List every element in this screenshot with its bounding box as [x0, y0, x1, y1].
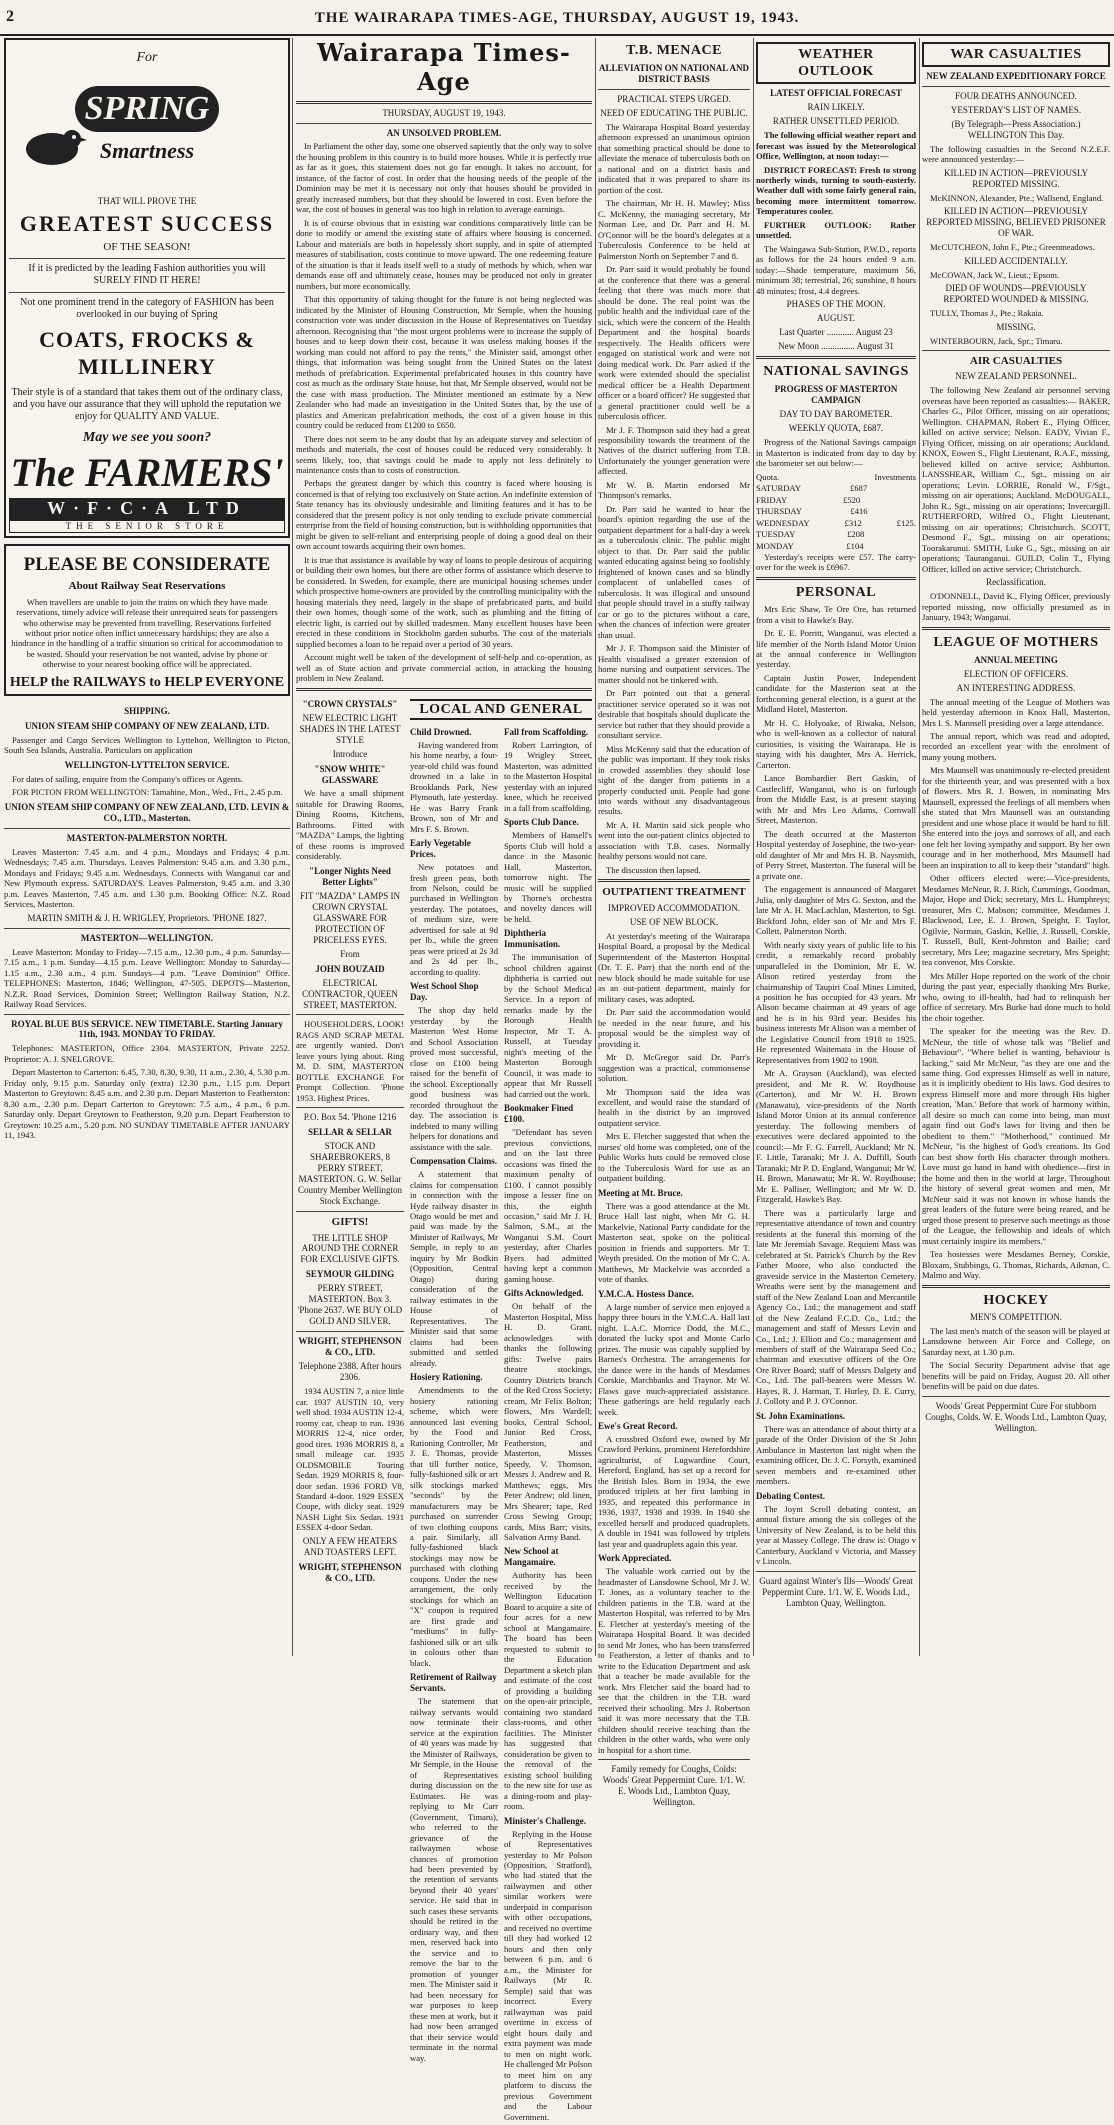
article-paragraph: Mr Thompson said the idea was excellent, and would raise the standard of health in the district by an improved outpatient service.	[598, 1086, 750, 1128]
ns-row	[756, 529, 916, 539]
bouzaid-address: ELECTRICAL CONTRACTOR, QUEEN STREET, MASTERTON.	[302, 977, 398, 1010]
picton-text: FOR PICTON FROM WELLINGTON: Tamahine, Mon., Wed., Fri., 2.45 p.m.	[12, 787, 283, 798]
article-paragraph: Mrs Maunsell was unanimously re-elected president for the thirteenth year, and was presented with a box of flowers. Mrs R. J. Bowen, in nominating Mrs Maunsell, expressed the feelings of all members when she stated that Mrs Maunsell was an outstanding president and one whose place it would be hard to fill. She entered into the joys and sorrows of all, and each one felt her loving sympathy and support. By her own courage and in her motherhood, Mrs Maunsell had been an inspiration to all to keep their "standard" high.	[922, 765, 1110, 870]
bird-icon	[17, 123, 87, 169]
outpatient-sub2: USE OF NEW BLOCK.	[629, 916, 719, 927]
column-rule	[292, 38, 293, 1656]
ns-cell-day: THURSDAY	[756, 506, 803, 517]
item-text: The valuable work carried out by the headmaster of Lansdowne School, Mr J. W. T. Jones, as a voluntary teacher to the children patients in the T.B. ward at the Masterton Hospital, was referred to by Mrs E. Fletcher at yesterday's meeting of the Wairarapa Hospital Board. It was decided to send Mr Jones, who has been transferred to Featherston, a letter of thanks and to write to the Education Department and ask that a teacher be made available for the work. Mrs Fletcher said the board had to see that the children in the T.B. ward received their schooling. Mrs J. Robertson said it was more necessary that the T.B. children should receive teaching than the children in the other wards, who were only in hospital for a short time.	[598, 1566, 750, 1755]
sellar-title: SELLAR & SELLAR	[307, 1127, 393, 1138]
ns-text: Progress of the National Savings campaign in Masterton is indicated from day to day by the barometer set out below:—	[756, 437, 916, 469]
item-heading: Fall from Scaffolding.	[504, 726, 589, 737]
snow-white: "SNOW WHITE" GLASSWARE	[314, 763, 386, 785]
will-prove-text: THAT WILL PROVE THE	[97, 196, 197, 206]
tb-menace-title: T.B. MENACE	[626, 43, 722, 58]
editorial-date: THURSDAY, AUGUST 19, 1943.	[382, 107, 506, 118]
for-text: For	[136, 50, 158, 65]
ns-col-investments: Investments	[874, 471, 916, 482]
crown-text: We have a small shipment suitable for Drawing Rooms, Dining Rooms, Kitchens, Bathrooms. Fitted with "MAZDA" Lamps, the lighting of these rooms is improved considerably.	[296, 788, 404, 862]
railway-ad-footer: HELP the RAILWAYS to HELP EVERYONE	[9, 674, 285, 690]
lyttelton-service: WELLINGTON-LYTTELTON SERVICE.	[64, 759, 230, 770]
ns-row	[756, 541, 916, 551]
local-general-right	[504, 723, 592, 2125]
smartness-word: Smartness	[99, 137, 195, 163]
royal-blue-depart: Depart Masterton to Carterton: 6.45, 7.30, 8.30, 9.30, 11 a.m., 2.30, 4, 5.30 p.m. Friday only, 9.15 p.m. Saturday only (extra) 12.30 p.m., 1.15 p.m. Depart Masterton to Greytown: 8.45 a.m. and 2.30 p.m. Depart Masterton to Featherston: 8.30 a.m., 2.30 p.m. Depart Carterton to Greytown: 7.5 a.m., 4 p.m., 6 p.m. Saturday only. Depart Greytown to Featherston, 9.20 p.m. Depart Featherston to Greytown: 10.25 a.m., 5.20 p.m. NO SUNDAY TIMETABLE AFTER JANUARY 11, 1943.	[4, 1067, 290, 1141]
tb-sub3: NEED OF EDUCATING THE PUBLIC.	[600, 107, 748, 118]
item-text: New potatoes and fresh green peas, both from Nelson, could be purchased in Wellington yesterday. The potatoes, of medium size, were advertised for sale at 9d per lb., while the green peas were priced at 2s 3d and 2s 4d per lb., according to quality.	[410, 862, 498, 977]
item-text: The Joynt Scroll debating contest, an annual fixture among the six colleges of the University of New Zealand, is to be held this year at Massey College. The draw is: Otago v Canterbury, Auckland v Victoria, and Massey v Lincoln.	[756, 1503, 916, 1567]
shipping-column	[4, 702, 290, 1144]
farmers-logo: The FARMERS'	[10, 450, 284, 496]
john-bouzaid: JOHN BOUZAID	[315, 963, 385, 974]
personal-item: Dr. E. E. Porritt, Wanganui, was elected a life member of the North Island Motor Union at the annual conference in Wellington yesterday.	[756, 628, 916, 670]
spring-word: SPRING	[75, 86, 220, 131]
item-text: On behalf of the Masterton Hospital, Miss H. D. Grant, acknowledges with thanks the following gifts: Twelve pairs theatre stockings, Country Districts branch of the Red Cross Society; cream, Mr Felix Bolton; flowers, Mrs Wardell; books, Central School, Junior Red Cross, Featherston, and Masterton, Misses Speedy, V. Thomson, Messrs J. Andrew and R. Matthews; eggs, Mrs Peter Andrew; old linen, Mrs Shearer; tape, Red Cross Sewing Group; cards, Miss Barr; visits, Salvation Army Band.	[504, 1301, 592, 1542]
ns-cell-day: SATURDAY	[756, 483, 802, 494]
outpatient-sub: IMPROVED ACCOMMODATION.	[607, 902, 740, 913]
casualty-category: KILLED ACCIDENTALLY.	[964, 255, 1068, 266]
item-text: There was a good attendance at the Mt. Bruce Hall last night, when Mr G. H. Mackelvie, National Party candidate for the Masterton seat, spoke on the political position in friends and supporters. Mr T. Weyth presided. On the motion of Mr C. A. Matthews, Mr Mackelvie was accorded a vote of thanks.	[598, 1200, 750, 1285]
casualty-name: WINTERBOURN, Jack, Spr.; Timaru.	[930, 335, 1063, 346]
may-we-see-you: May we see you soon?	[82, 430, 212, 446]
coats-frocks-millinery: COATS, FROCKS & MILLINERY	[39, 326, 255, 379]
ns-cell-amt: £208	[847, 529, 865, 540]
item-heading: Meeting at Mt. Bruce.	[598, 1187, 683, 1198]
lom-sub2: ELECTION OF OFFICERS.	[963, 668, 1069, 679]
ns-sub2: DAY TO DAY BAROMETER.	[779, 409, 893, 420]
editorial-paragraph: It is true that assistance is available by way of loans to people desirous of acquiring or building their own homes, but there are other forms of assistance which deserve to be considered. In Sweden, for example, there are municipal housing schemes under which prospective home-owners are provided by the controlling municipality with the housing materials they need, largely in the shape of prefabricated parts, and build their own homes, though some of the work, such as plumbing and the fitting of electric light, is carried out by skilled tradesmen. Many excellent houses have been erected in these conditions in Stockholm garden suburbs. The cost of the materials supplied becomes a loan to be repaid over a period of 30 years.	[296, 554, 592, 649]
article-paragraph: Mr J. F. Thompson said they had a great responsibility towards the treatment of the Natives of the district suffering from T.B. Unfortunately the younger generation were affected.	[598, 424, 750, 477]
unsettled: RATHER UNSETTLED PERIOD.	[772, 116, 900, 127]
ns-header-row	[756, 472, 916, 482]
crown-intro: Introduce	[332, 748, 368, 759]
article-paragraph: Mrs Miller Hope reported on the work of the choir during the past year, especially thanking Mrs Burke, who, owing to ill-health, had had to relinquish her office of secretary. Mrs Burke had done much to hold the choir together.	[922, 970, 1110, 1023]
item-heading: Y.M.C.A. Hostess Dance.	[598, 1288, 694, 1299]
from-text: From	[340, 948, 360, 959]
route-palmerston-text: Leaves Masterton: 7.45 a.m. and 4 p.m., Mondays and Fridays; 4 p.m. Wednesdays; 7.45 a.m. Thursdays. Leaves Palmerston: 9.45 a.m. and 3.30 p.m., Mondays and Fridays; 9.45 a.m. Wednesdays. Connects with Wanganui car and New Plymouth express. SATURDAYS. Leaves Palmerston, 9.45 a.m. and 3.30 p.m. Leaves Masterton, 7.45 a.m. and 1.30 p.m. Booking Office: N.Z. Road Services, Masterton.	[4, 846, 290, 910]
moon-title: PHASES OF THE MOON.	[786, 299, 886, 310]
crown-crystals-title: "CROWN CRYSTALS"	[302, 698, 398, 709]
personal-item: With nearly sixty years of public life to his credit, a remarkably record probably unparalleled in the Dominion, Mr E. W. Alison retired yesterday from the chairmanship of Taupiri Coal Mines Limited, a position he has occupied for 43 years. Mr Alison became chairman at 49 years of age and he is in his 93rd year. Besides his business interests Mr Alison was a member of the Legislative Council from 1918 to 1925. He represented Waitemata in the House of Representatives from 1902 to 1908.	[756, 939, 916, 1065]
personal-item: There was a particularly large and representative attendance of town and country residents at the funeral this morning of the late Mr Jeremiah Savage. Requiem Mass was celebrated at St. Patrick's Church by the Rev Father Moore, who also conducted the graveside service in the Masterton Cemetery. Wreaths were sent by the management and staff of the New Zealand Loan and Mercantile Agency Co., Ltd.; the management and staff of the New Zealand F.C.D. Co., Ltd.; the management and staff of Messrs Levin and Co., Ltd.; J. Elliott and Co.; management and members of staff of the Wairarapa Seed Co.; chairman and executive officers of the Ore Ore River Board; staff of Messrs Dalgety and Co., Ltd. The pall-bearers were Messrs W. Hayes, R. J. Harman, T. Hurley, D. E. Curry, J. Colloty and P. J. O'Connor.	[756, 1207, 916, 1407]
article-paragraph: Other officers elected were:—Vice-presidents, Mesdames McNeur, R. J. Rich, Cummings, Goodman, Major, Hope and Dick; secretary, Mrs L. Humphreys; treasurer, Mrs C. Mabson; committee, Mesdames J. Blackwood, Lee, E. J. Brown, Speight, F. Taylor, Ogilvie, Norman, Gaskin, Kellie, J. Russell, Corskie, T. Russell, Bull, Kent-Johnston and Bailie; card secretary, Mrs Lee; magazine secretary, Mrs Speight; tea convenor, Mrs Corskie.	[922, 873, 1110, 968]
item-heading: Diphtheria Immunisation.	[504, 928, 561, 950]
local-general-title: LOCAL AND GENERAL	[410, 699, 592, 720]
sellar-text: STOCK AND SHAREBROKERS, 8 PERRY STREET, MASTERTON. G. W. Sellar Country Member Wellington Stock Exchange.	[297, 1141, 403, 1207]
editorial-paragraph: There does not seem to be any doubt that by an adequate survey and selection of methods and materials, the cost of houses could be reduced very considerably. It seems likely, too, that savings could be made to apply not less definitely to maintenance costs than to costs of construction.	[296, 433, 592, 475]
item-heading: Child Drowned.	[410, 726, 472, 737]
article-paragraph: Miss McKenny said that the education of the public was important. If they took risks in crowded assemblies they should lose sight of the danger from patients in a properly conducted unit. People had gone into wards without any disadvantageous results.	[598, 743, 750, 817]
crown-ads-column	[296, 695, 404, 2125]
article-paragraph: Mr W. B. Martin endorsed Mr Thompson's remarks.	[598, 479, 750, 501]
lom-sub3: AN INTERESTING ADDRESS.	[956, 682, 1076, 693]
item-text: Having wandered from his home nearby, a four-year-old child was found drowned in a lake in Brooklands Park, New Plymouth, late yesterday. He was Barry Frank Brown, son of Mr and Mrs F. S. Brown.	[410, 739, 498, 834]
ns-cell-amt: £520	[843, 494, 861, 505]
item-heading: Work Appreciated.	[598, 1553, 672, 1564]
column-editorial	[296, 38, 592, 2122]
royal-blue-tel: Telephones: MASTERTON, Office 2304. MASTERTON, Private 2252. Proprietor: A. J. SNELGROVE.	[4, 1043, 290, 1064]
moon-phase: Last Quarter ............ August 23	[779, 327, 893, 338]
casualty-name: McCUTCHEON, John F., Pte.; Greenmeadows.	[930, 242, 1095, 253]
item-text: There was an attendance of about thirty at a parade of the Order Division of the St John Ambulance in Masterton last night when the examining officer, Dr. J. C. Forsyth, examined seven members and re-examined other members.	[756, 1423, 916, 1487]
longer-nights: "Longer Nights Need Better Lights"	[309, 865, 391, 887]
lom-sub: ANNUAL MEETING	[974, 654, 1058, 665]
item-text: A statement that claims for compensation in connection with the Hyde railway disaster in Otago would be met and paid was made by the Minister of Railways, Mr Semple, in reply to an inquiry by Mr Bodkin (Opposition, Central Otago) during consideration of the railway estimates in the House of Representatives. The Minister said that some claims had been submitted and settled already.	[410, 1169, 498, 1368]
article-paragraph: Dr. Parr said it would probably be found at the conference that there was a general feeling that there was much more that should be done. The real point was the public health and the individual care of the sick, which were the concern of the Health Department and the hospital boards respectively. The Health officers were engaged on statistical work and were not doing medical work. Dr. Parr asked if the work were extended should the specialist medical officer be a Health Department officer or a board officer? He suggested that a general practitioner could well be a tuberculosis officer.	[598, 264, 750, 422]
editorial-paragraph: It is of course obvious that in existing war conditions comparatively little can be done to modify or amend the existing state of affairs where housing is concerned. Labour and materials are both in hopelessly short supply, and in spite of attempted measures of stabilisation, costs continue to move upward. The one redeeming feature of the situation is that it leads itself well to a study of methods by which, when war demands ease off and ultimately cease, houses may be produced not only in greater numbers, but more economically.	[296, 217, 592, 291]
item-text: The statement that railway servants would now terminate their service at the expiration of 40 years was made by the Minister of Railways, Mr Semple, in the House of Representatives during discussion on the Estimates. He was replying to Mr Carr (Government, Timaru), who referred to the grievance of the railwaymen whose chances of promotion had been prevented by the retention of servants beyond their 40 years' service. He said that in such cases these servants should be retired in the ordinary way, and then men, reserved back into the service and to remove the bar to the promotion of younger men. The Minister said it had been necessary for war purposes to keep these men at work, but it had now been arranged that their service would terminate in the normal way.	[410, 1696, 498, 2063]
article-paragraph: The last men's match of the season will be played at Lansdowne between Air Force and College, on Saturday next, at 1.30 p.m.	[922, 1325, 1110, 1357]
weather-text: The Waingawa Sub-Station, P.W.D., reports as follows for the 24 hours ended 9 a.m. today:—Shade temperature, maximum 56, minimum 38; terrestrial, 26; sunshine, 8 hours 48 minutes; frost, 4.4 degrees.	[756, 243, 916, 296]
ns-cell-amt: £687	[849, 483, 868, 494]
sellar-po: P.O. Box 54. 'Phone 1216	[303, 1112, 397, 1123]
article-paragraph: The chairman, Mr H. H. Mawley; Miss C. McKenny, the managing secretary, Mr Norman Lee, and Dr. Parr and H. M. O'Connor will be the board's delegates at a Tuberculosis Conference to be held at Palmerston North on September 7 and 8.	[598, 198, 750, 261]
hockey-title: HOCKEY	[983, 1292, 1049, 1308]
ns-row	[756, 483, 916, 493]
article-paragraph: The annual report, which was read and adopted, recorded an excellent year with the enrolment of many young mothers.	[922, 730, 1110, 762]
editorial-paragraph: Account might well be taken of the development of self-help and co-operation, as well as of State action and private commercial action, in attacking the housing problem in New Zealand.	[296, 652, 592, 684]
railway-ad-body: When travellers are unable to join the trains on which they have made reservations, timely advice will release their unrequired seats for passengers who otherwise may be prevented from travelling. Reservations forfeited without prior notice often inflict unnecessary hardships; they are also a hindrance in the handling of a traffic situation so critical for accommodation to be wasted. Should your reservation be not wanted, advise by phone or otherwise to your nearest booking office will be appreciated.	[11, 596, 283, 670]
personal-item: The death occurred at the Masterton Hospital yesterday of Josephine, the two-year-old daughter of Mr and Mrs H. B. Naysmith, of Perry Street, Masterton. The funeral will be a private one.	[756, 828, 916, 881]
yesterdays-list: YESTERDAY'S LIST OF NAMES.	[950, 105, 1082, 116]
article-paragraph: Mr J. F. Thompson said the Minister of Health visualised a greater extension of home nursing and outpatient services. The matter should not be tinkered with.	[598, 643, 750, 685]
weather-title: WEATHER OUTLOOK	[756, 42, 916, 84]
moon-month: AUGUST.	[816, 313, 856, 324]
article-paragraph: Mrs E. Fletcher suggested that when the nurses' old home was completed, one of the Public Works huts could be removed close to the Tuberculosis Ward for use as an outpatient building.	[598, 1131, 750, 1184]
item-text: Replying in the House of Representatives yesterday to Mr Polson (Opposition, Stratford), who had stated that the railwaymen and other similar workers were underpaid in comparison with other occupations, and received no overtime till they had worked 12 hours and then only between 6 p.m. and 6 a.m., the Minister for Railways (Mr R. Semple) said that was incorrect. Every railwayman was paid overtime in excess of eight hours daily and extra payment was made to men on night work. He challenged Mr Polson to meet him on any platform to discuss the previous Government and the Labour Government.	[504, 1828, 592, 2122]
article-paragraph: Dr. Parr said the accommodation would be needed in the near future, and his proposal would be the simplest way of providing it.	[598, 1007, 750, 1049]
article-paragraph: The discussion then lapsed.	[606, 864, 701, 875]
article-paragraph: At yesterday's meeting of the Wairarapa Hospital Board, a proposal by the Medical Superintendent of the Masterton Hospital (Dr. T. E. Parr) that the north end of the new block should be made suitable for use as an out-patient department, mainly for military cases, was adopted.	[598, 930, 750, 1004]
local-general-column	[410, 695, 592, 2125]
editorial-lower	[296, 695, 592, 2125]
reclassification: Reclassification.	[986, 577, 1046, 588]
item-heading: Bookmaker Fined £100.	[504, 1103, 574, 1125]
fashion-p1: If it is predicted by the leading Fashion authorities you will SURELY FIND IT HERE!	[28, 263, 266, 287]
reclassification-text: O'DONNELL, David K., Flying Officer, previously reported missing, now officially presumed as in January, 1943; Wanganui.	[922, 591, 1110, 623]
article-paragraph: The Social Security Department advise that age benefits will be paid on Friday, August 20. All other benefits will be paid on due dates.	[922, 1360, 1110, 1392]
hockey-sub: MEN'S COMPETITION.	[969, 1311, 1063, 1322]
column-war-casualties	[922, 38, 1110, 1656]
ns-cell-amt: £312	[844, 517, 862, 528]
item-heading: Gifts Acknowledged.	[504, 1288, 584, 1299]
four-deaths: FOUR DEATHS ANNOUNCED.	[955, 91, 1077, 102]
ns-row	[756, 518, 916, 528]
ns-quota: WEEKLY QUOTA, £687.	[788, 423, 884, 434]
railway-ad	[4, 544, 290, 696]
gifts-title: GIFTS!	[331, 1216, 369, 1229]
route-palmerston: MASTERTON-PALMERSTON NORTH.	[66, 832, 228, 843]
tb-sub: ALLEVIATION ON NATIONAL AND DISTRICT BASIS	[599, 63, 749, 85]
wright-stephenson: WRIGHT, STEPHENSON & CO., LTD.	[298, 1336, 402, 1358]
wfca-ltd: W·F·C·A LTD	[9, 498, 285, 520]
wright-tel: Telephone 2388. After hours 2306.	[298, 1361, 402, 1383]
weather-text: DISTRICT FORECAST: Fresh to strong northerly winds, turning to south-easterly. Weather dull with some fairly general rain, becoming more intermittent tomorrow. Temperatures cooler.	[756, 164, 916, 217]
ns-row	[756, 495, 916, 505]
crown-sub: NEW ELECTRIC LIGHT SHADES IN THE LATEST STYLE	[299, 712, 401, 745]
ns-cell-day: WEDNESDAY	[756, 517, 810, 528]
editorial-title: AN UNSOLVED PROBLEM.	[386, 127, 502, 138]
column-rule	[595, 38, 596, 1656]
casualty-category: DIED OF WOUNDS—PREVIOUSLY REPORTED WOUNDED & MISSING.	[943, 283, 1089, 305]
column-advertisements	[4, 38, 290, 1656]
item-text: The shop day held yesterday by the Masterton West Home and School Association proved most successful, close on £100 being raised for the benefit of the school. Exceptionally good business was recorded throughout the day. The association is indebted to many willing helpers for donations and assistance with the sale.	[410, 1005, 498, 1152]
item-text: Amendments to the hosiery rationing scheme, which were announced last evening by the Food and Rationing Controller, Mr J. E. Thomas, provide that till further notice, fully-fashioned silk or art silk stockings marked "seconds" by the manufacturers may be purchased on surrender of two clothing coupons a pair. Similarly, all fully-fashioned black stockings may now be purchased with clothing coupons. Under the new arrangement, the only stockings for which an "X" coupon is required are first grade and "mediums" in fully-fashioned silk or art silk in colours other than black.	[410, 1385, 498, 1668]
casualty-intro: The following casualties in the Second N.Z.E.F. were announced yesterday:—	[922, 143, 1110, 165]
national-savings-title: NATIONAL SAVINGS	[763, 364, 909, 380]
please-considerate: PLEASE BE CONSIDERATE	[23, 553, 271, 575]
item-text: A large number of service men enjoyed a happy three hours in the Y.M.C.A. Hall last night. L.A.C. Morrice Dodd, the M.C., donated the lucky spot and Monte Carlo prizes. The music was capably supplied by Barnes's Orchestra. The arrangements for the dance were in the hands of Mesdames Corskie, Marchbanks and Traynor. Mr W. Flaws gave much-appreciated assistance. These gatherings are held regularly each week.	[598, 1301, 750, 1417]
personal-item: The engagement is announced of Margaret Julia, only daughter of Mrs G. Sexton, and the late Mr A. H. MacLachlan, Masterton, to Sgt. Bickford John, elder son of Mr and Mrs F. Collett, Palmerston North.	[756, 884, 916, 937]
personal-item: Mr H. C. Holyoake, of Riwaka, Nelson, who is well-known as a collector of natural curiosities, is visiting the Wairarapa. He is staying with his daughter, Mrs A. Herrick, Carterton.	[756, 717, 916, 770]
personal-item: Captain Justin Power, Independent candidate for the Masterton seat at the forthcoming general election, is a guest at the Midland Hotel, Masterton.	[756, 672, 916, 715]
ns-cell-day: MONDAY	[756, 540, 794, 551]
woods-ad: Guard against Winter's Ills—Woods' Great Peppermint Cure. 1/1. W. E. Woods Ltd., Lambton Quay, Wellington.	[759, 1575, 913, 1608]
editorial-paragraph: That this opportunity of taking thought for the future is not being neglected was indicated by the Minister of Housing Construction, Mr Semple, when the housing construction vote was under discussion in the House of Representatives on Tuesday afternoon. Recognising that "the most urgent problems were to increase the supply of houses and to keep down their cost, because it was useless making houses if the working man could not afford to pay the rents," the Minister said, amongst other things, that information was being sought from the United States on the latest methods of prefabrication. Experimental prefabricated houses in this country have cost as much as the ordinary State house, but that, Mr Semple observed, would not be the case with mass production. The Minister mentioned an estimate by a New Zealander who had made an investigation in the United States that, by the use of plastics and American prefabrication methods, the cost of a given house in this country could be reduced from £1200 to £650.	[296, 294, 592, 431]
article-paragraph: The speaker for the meeting was the Rev. D. McNeur, the title of whose talk was "Belief and Behaviour". "Where belief is wanting, behaviour is lacking," said Mr McNeur, "as they are one and the same thing. God expresses Himself as well in nature, as it is implicitly obedient to His laws. God desires to express Himself more and more through His higher creation, 'Man.' Before that work of harmony within, all desire so much can come into being, man must again find out God's laws for living and then be obedient to them." "Motherhood," continued Mr McNeur, "is the highest of God's creations. Its God can best show forth His character through mothers. Love must go hand in hand with obedience—first in the home and then in the world at large. Throughout the history of several great women and men, Mr McNeur said it was not known in whose hands the great leaders of the future were being reared, and he urged those present to preserve such meetings as those of the League, the fellowship and ideals of which must certainly inspire its members."	[922, 1026, 1110, 1246]
article-paragraph: The annual meeting of the League of Mothers was held yesterday afternoon in Knox Hall, Masterton, Mrs I. S. Mannsell presiding over a large attendance.	[922, 696, 1110, 728]
ns-note: Yesterday's receipts were £57. The carry-over for the week is £6967.	[756, 552, 916, 573]
item-text: A crossbred Oxford ewe, owned by Mr Crawford Perkins, prominent Herefordshire agriculturist, of Lugwardine Court, Hereford, England, has set up a record for the British Isles. Born in 1934, the ewe produced triplets at her first lambing in 1935, and repeated this performance in 1936, 1937, 1938 and 1939. In 1940 she excelled herself and produced quadruplets. A double in 1941 was followed by triplets last year and quadruplets again this year.	[598, 1433, 750, 1549]
ns-sub: PROGRESS OF MASTERTON CAMPAIGN	[774, 384, 898, 406]
item-heading: West School Shop Day.	[410, 981, 479, 1003]
personal-title: PERSONAL	[795, 584, 877, 600]
item-heading: Early Vegetable Prices.	[410, 838, 471, 860]
personal-item: Lance Bombardier Bert Gaskin, of Castlecliff, Wanganui, who is on furlough from the Middle East, is at present staying with Mr and Mrs Leo Adams, Cornwall Street, Masterton.	[756, 773, 916, 826]
route-wellington-text: Leave Masterton: Monday to Friday—7.15 a.m., 12.30 p.m., 4 p.m. Saturday—7.15 a.m., 1 p.m. Sunday—4.15 p.m. Leave Wellington: Monday to Saturday—1.15 a.m., 2.30 a.m., 4 p.m. Sundays—4 p.m. "Leave Dominion" Office. TELEPHONES: Masterton, 1846; Wellington, 47-505. DEPOTS—Masterton, N.Z.R. Road Services, Dominion Street; Wellington Railway Station, N.Z. Railway Road Services.	[4, 946, 290, 1010]
union-steam-ship-2: UNION STEAM SHIP COMPANY OF NEW ZEALAND, LTD. LEVIN & CO., LTD., Masterton.	[4, 801, 290, 823]
column-rule	[753, 38, 754, 1656]
ns-col-quota: Quota.	[756, 471, 780, 482]
used-cars: 1934 AUSTIN 7, a nice little car. 1937 AUSTIN 10, very well shod. 1934 AUSTIN 12-4, roomy car, cheap to run. 1936 MORRIS 12-4, nice order, good tires. 1936 MORRIS 8, a small mileage car. 1935 OLDSMOBILE Touring Sedan. 1929 MORRIS 8, four-door sedan. 1936 FORD V8, Standard 4-door. 1929 ESSEX Coupe, with dicky seat. 1929 NASH Light Six Sedan. 1931 ESSEX 4-door Sedan.	[296, 1386, 404, 1533]
weather-sub: LATEST OFFICIAL FORECAST	[770, 88, 902, 99]
fashion-p2: Not one prominent trend in the category of FASHION has been overlooked in our buying of Spring	[20, 296, 274, 320]
article-paragraph: Dr Parr pointed out that a general practitioner service operated so it was not desirable that hospitals should duplicate the service but rather that they should provide a consultant service.	[598, 688, 750, 741]
newspaper-title: THE WAIRARAPA TIMES-AGE, THURSDAY, AUGUST 19, 1943.	[314, 10, 800, 26]
telegraph-line: (By Telegraph—Press Association.) WELLINGTON This Day.	[951, 118, 1081, 140]
wrigley-proprietors: MARTIN SMITH & J. H. WRIGLEY, Proprietors. 'PHONE 1827.	[27, 912, 267, 923]
item-heading: Ewe's Great Record.	[598, 1421, 678, 1431]
casualty-name: McCOWAN, Jack W., Lieut.; Epsom.	[930, 269, 1060, 280]
item-text: "Defendant has seven previous convictions, and on the last three occasions was fined the maximum penalty of £100. I cannot possibly impose a lesser fine on this, the eighth occasion," said Mr J. H. Salmon, S.M., at the Wanganui S.M. Court yesterday, after Charles Byers had admitted having kept a common gaming house.	[504, 1127, 592, 1284]
greatest-success: GREATEST SUCCESS	[19, 210, 275, 236]
editorial-paragraph: Perhaps the greatest danger by which this country is faced where housing is concerned is that of relying too exclusively on State action. An indefinite extension of State tenancy has its obviously undesirable and limiting features and it has to be considered that the present policy is not only tending to exclude private commercial enterprise from the field of housing construction, but is withholding opportunities that might be given to self-reliant and enterprising people of doing a good deal on their own account towards acquiring their own homes.	[296, 478, 592, 552]
article-paragraph: Mr D. McGregor said Dr. Parr's suggestion was a practical, commonsense solution.	[598, 1052, 750, 1084]
casualty-name: TULLY, Thomas J., Pte.; Rakaia.	[930, 308, 1044, 319]
spring-banner	[9, 43, 285, 193]
service-text: For dates of sailing, enquire from the Company's offices or Agents.	[12, 773, 243, 784]
shipping-and-ads	[4, 702, 290, 1144]
editorial-paragraph: In Parliament the other day, some one observed sapiently that the only way to solve the housing problem in this country is to build more houses. While it is perfectly true as far as it goes, this statement does not go far enough. It takes no account, for instance, of the factor of cost. In order that the housing needs of the people of the Dominion may be met it is necessary not only that houses should be provided in greatly increased numbers, but that they should be lowered in cost. Even before the war, the cost of houses in general was too high in relation to average earnings.	[296, 141, 592, 215]
item-heading: Compensation Claims.	[410, 1156, 498, 1167]
local-general-left	[410, 723, 498, 2125]
ns-cell-amt: £104	[846, 540, 864, 551]
league-of-mothers-title: LEAGUE OF MOTHERS	[933, 634, 1099, 650]
casualty-category: KILLED IN ACTION—PREVIOUSLY REPORTED MISSING.	[943, 167, 1089, 189]
weather-text: The following official weather report and forecast was issued by the Meteorological Office, Wellington, at noon today:—	[756, 130, 916, 162]
weather-text: FURTHER OUTLOOK: Rather unsettled.	[756, 219, 916, 241]
wright-stephenson-2: WRIGHT, STEPHENSON & CO., LTD.	[298, 1561, 402, 1583]
fit-mazda: FIT "MAZDA" LAMPS IN CROWN CRYSTAL GLASSWARE FOR PROTECTION OF PRICELESS EYES.	[300, 890, 400, 945]
item-heading: St. John Examinations.	[756, 1410, 846, 1421]
tb-sub2: PRACTICAL STEPS URGED.	[617, 94, 731, 105]
spring-fashion-ad	[4, 38, 290, 538]
item-text: Members of Hansell's Sports Club will hold a dance in the Masonic Hall, Masterton, tomorrow night. The music will be supplied by Thorne's orchestra and novelty dances will be held.	[504, 830, 592, 924]
air-sub: NEW ZEALAND PERSONNEL.	[955, 371, 1077, 382]
war-casualties-title: WAR CASUALTIES	[922, 42, 1110, 67]
air-casualties-title: AIR CASUALTIES	[969, 355, 1063, 368]
item-heading: Sports Club Dance.	[504, 817, 579, 828]
heaters-text: ONLY A FEW HEATERS AND TOASTERS LEFT.	[302, 1535, 398, 1557]
rain-likely: RAIN LIKELY.	[807, 102, 865, 113]
personal-item: Mrs Eric Shaw, Te Ore Ore, has returned from a visit to Hawke's Bay.	[756, 604, 916, 625]
column-tb-menace	[598, 38, 750, 1807]
item-heading: Debating Contest.	[756, 1490, 825, 1501]
ns-rows	[756, 483, 916, 551]
air-list: The following New Zealand air personnel serving overseas have been reported as casualties:— BAKER, Charles G., Pilot Officer, missing on air operations; Wellington. CHAPMAN, Robert E., Flying Officer, killed on active service; Nelson. EADY, Vivian F., Flying Officer, missing on air operations; Auckland. KNOX, Eowen S., Flight Lieutenant, R.A.F., missing, believed killed on active service; Ashburton. LANSSHEAR, William C., Sgt., missing on air operations; Levin. LORRIE, Ronald W., F/Sgt., missing on air operations; Auckland. McDOUGALL, John R., Sgt., missing on air operations; Invercargill. RUTHERFORD, Wilfred O., Flight Lieutenant, missing on air operations; Christchurch. SCOTT, Desmond F., Sgt., missing on air operations; Toorakarunui. SMITH, Luke G., Sgt., missing on air operations; Tauranganui. GUILD, Colin T., Flying Officer, killed on active service; Christchurch.	[922, 385, 1110, 574]
shipping-intro: Passenger and Cargo Services Wellington to Lyttelton, Wellington to Picton, South Sea Islands, Australia. Particulars on application	[4, 734, 290, 756]
column-rule	[919, 38, 920, 1656]
seymour-gilding: SEYMOUR GILDING	[305, 1269, 395, 1280]
outpatient-title: OUTPATIENT TREATMENT	[602, 886, 746, 899]
casualty-category: MISSING.	[996, 321, 1036, 332]
ns-cell-inv: £125.	[896, 517, 916, 528]
woods-ad: Woods' Great Peppermint Cure For stubborn Coughs, Colds. W. E. Woods Ltd., Lambton Quay, Wellington.	[925, 1400, 1107, 1433]
casualty-name: McKINNON, Alexander, Pte.; Wallsend, England.	[930, 192, 1104, 203]
ns-row	[756, 506, 916, 516]
gifts-text: THE LITTLE SHOP AROUND THE CORNER FOR EXCLUSIVE GIFTS.	[300, 1232, 400, 1265]
item-heading: Minister's Challenge.	[504, 1815, 586, 1826]
casualty-category: KILLED IN ACTION—PREVIOUSLY REPORTED MISSING, BELIEVED PRISONER OF WAR.	[926, 206, 1106, 239]
railway-ad-sub: About Railway Seat Reservations	[68, 580, 226, 593]
ns-cell-day: TUESDAY	[756, 529, 796, 540]
ns-cell-day: FRIDAY	[756, 494, 788, 505]
article-paragraph: Dr. Parr said he wanted to hear the board's opinion regarding the use of the outpatient department for a half-day a week as a tuberculosis clinic. The public might object to that. Dr. Parr said the public wanted educating against being so foolishly frightened of known cases and so blindly complacent of unlabelled cases of tuberculosis. It was illogical and unsound that people should travel in a stuffy railway car or go to the pictures without a care, when the chances of infection were greater than usual.	[598, 503, 750, 640]
article-paragraph: The Wairarapa Hospital Board yesterday afternoon expressed an unanimous opinion that something practical should be done to alleviate the menace of tuberculosis both on a national and on a district basis and indicated that it was prepared to share its portion of the cost.	[598, 121, 750, 195]
route-wellington: MASTERTON—WELLINGTON.	[80, 932, 214, 943]
article-paragraph: Mr A. H. Martin said sick people who went into the out-patient clinics objected to association with T.B. cases. Normally healthy persons would not care.	[598, 819, 750, 862]
local-general-items	[410, 723, 592, 2125]
item-text: Authority has been received by the Wellington Education Board to acquire a site of four acres for a new school at Mangamaire. The board has been requested to submit to the Education Department a sketch plan and estimate of the cost of providing a building on the open-air principle, containing two standard class-rooms, and other facilities. The Minister has suggested that consideration be given to the removal of the existing school building to the new site for use as a dining-room and play-room.	[504, 1570, 592, 1812]
paper-flag: Wairarapa Times-Age	[317, 38, 571, 97]
of-season: OF THE SEASON!	[103, 240, 191, 253]
item-text: Robert Larrington, of 19 Wrigley Street, Masterton, was admitted to the Masterton Hospital yesterday with an injured knee, which he received in a fall from scaffolding.	[504, 739, 592, 813]
item-heading: Retirement of Railway Servants.	[410, 1672, 497, 1694]
item-heading: New School at Mangamaire.	[504, 1546, 559, 1568]
ns-cell-amt: £416	[850, 506, 868, 517]
woods-ad: Family remedy for Coughs, Colds: Woods' Great Peppermint Cure. 1/1. W. E. Woods Ltd., Lambton Quay, Wellington.	[602, 1763, 746, 1807]
householders-ad: HOUSEHOLDERS, LOOK! RAGS AND SCRAP METAL are urgently wanted. Don't leave yours lying about. Ring M. D. SIM, MASTERTON BOTTLE EXCHANGE For Prompt Collection. 'Phone 1953. Highest Prices.	[296, 1019, 404, 1103]
nzef-sub: NEW ZEALAND EXPEDITIONARY FORCE	[926, 71, 1106, 82]
item-heading: Hosiery Rationing.	[410, 1372, 483, 1383]
column-weather-savings-personal	[756, 38, 916, 1656]
royal-blue-bus: ROYAL BLUE BUS SERVICE. NEW TIMETABLE. Starting January 11th, 1943. MONDAY TO FRIDAY.	[11, 1018, 283, 1040]
personal-item: Mr A. Grayson (Auckland), was elected president, and Mr R. W. Roydhouse (Carterton), and Mr W. H. Brown (Manawatu), vice-presidents of the North Island Motor Union at its annual conference yesterday. The following members of executives were declared appointed to the council:—Mr F. G. Farrell, Auckland; Mr N. F. Little, Taranaki; Mr J. A. Duffill, South Taranaki; Mr P. D. England, Wanganui; Mr W. H. Brown, Manawatu; Mr R. W. Roydhouse; Mr E. Palliser, Wellington; and Mr W. D. Fitzgerald, Hawke's Bay.	[756, 1068, 916, 1205]
page-number: 2	[6, 8, 14, 25]
item-text: The immunisation of school children against diphtheria is carried out by the School Medical Service. In a report of remarks made by the Borough Health Inspector, Mr T. A. Russell, at Tuesday night's meeting of the Masterton Borough Council, it was made to appear that Mr Russell had carried out the work.	[504, 952, 592, 1099]
moon-phase: New Moon ............... August 31	[778, 341, 894, 352]
masthead	[0, 0, 1114, 36]
seymour-text: PERRY STREET, MASTERTON. Box 3. 'Phone 2637. WE BUY OLD GOLD AND SILVER.	[297, 1283, 403, 1327]
union-steam-ship: UNION STEAM SHIP COMPANY OF NEW ZEALAND, LTD.	[25, 720, 269, 731]
shipping-label: SHIPPING.	[124, 706, 170, 717]
fashion-p3: Their style is of a standard that takes them out of the ordinary class, and you have our assurance that they will uphold the reputation we enjoy for QUALITY AND VALUE.	[11, 386, 283, 422]
senior-store: THE SENIOR STORE	[9, 520, 285, 533]
article-paragraph: Tea hostesses were Mesdames Berney, Corskie, Bloxam, Stubbings, G. Thomas, Richards, Aikman, C. Malmo and Way.	[922, 1249, 1110, 1281]
